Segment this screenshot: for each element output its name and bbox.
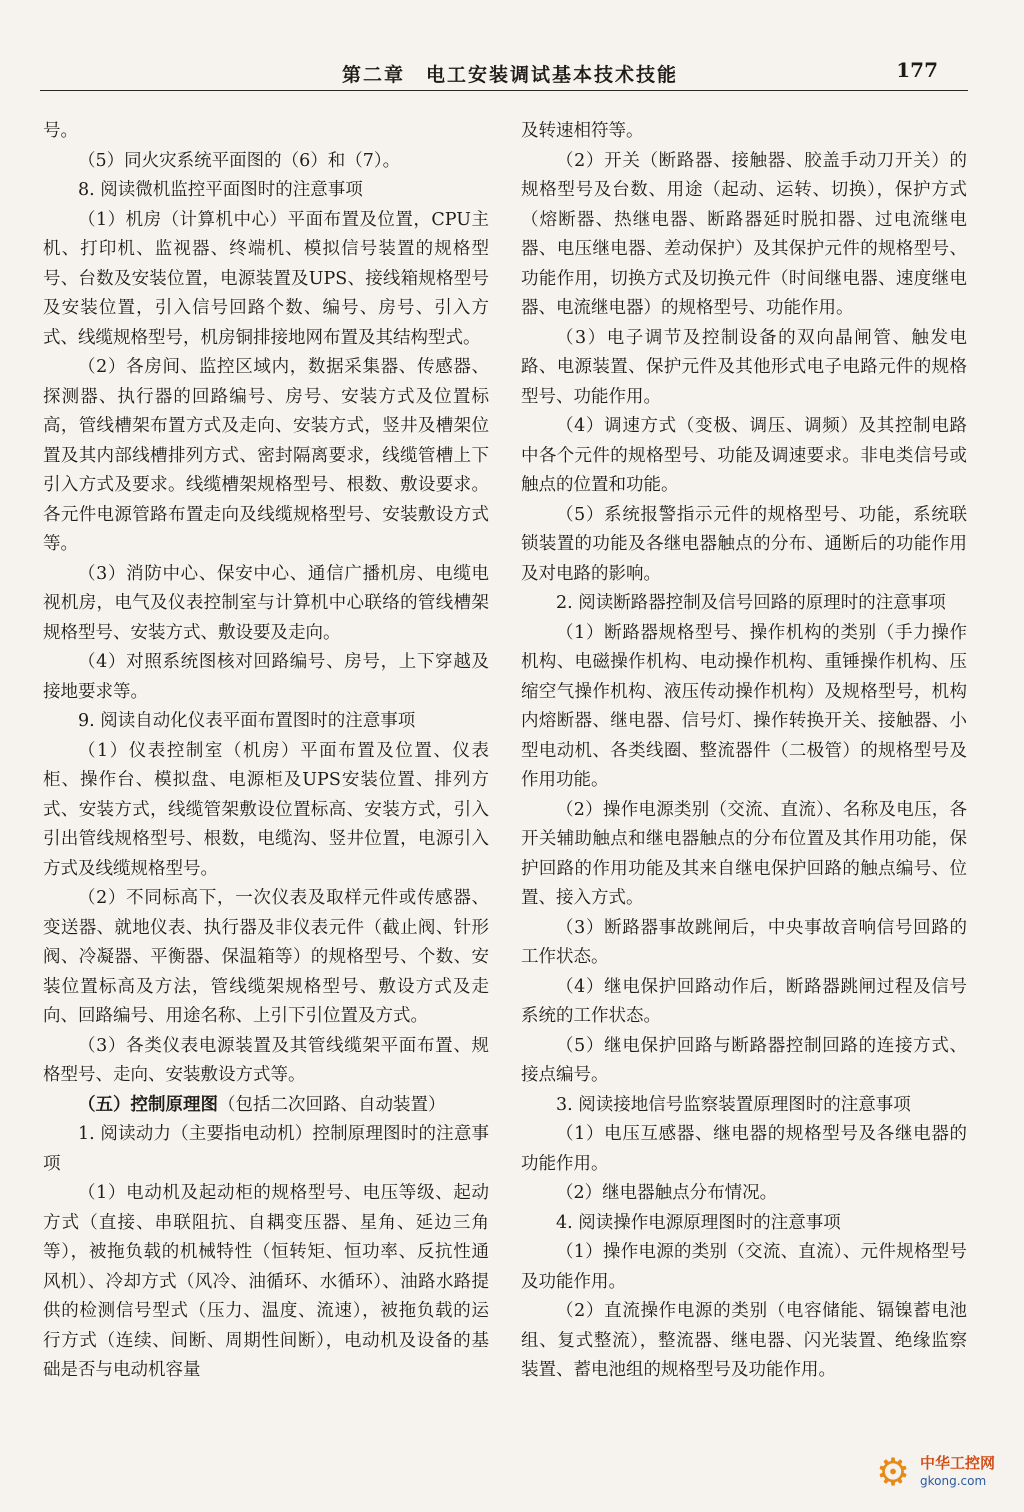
paragraph [521,117,967,147]
paragraph-text: 2. 阅读断路器控制及信号回路的原理时的注意事项 [556,593,946,613]
watermark-url: gkong.com [920,1474,987,1488]
paragraph [521,619,967,796]
paragraph-text: （包括二次回路、自动装置） [218,1094,446,1115]
paragraph-text: （4）继电保护回路动作后，断路器跳闸过程及信号系统的工作状态。 [521,976,967,1026]
paragraph-text: （2）不同标高下，一次仪表及取样元件或传感器、变送器、就地仪表、执行器及非仪表元件（截止阀、针形阀、冷凝器、平衡器、保温箱等）的规格型号、个数、安装位置标高及方法，管线缆架规格型号、敷设方式及走向、回路编号、用途名称、上引下引位置及方式。 [43,888,489,1026]
paragraph-text: （5）继电保护回路与断路器控制回路的连接方式、接点编号。 [521,1035,967,1085]
paragraph-text: （1）机房（计算机中心）平面布置及位置，CPU主机、打印机、监视器、终端机、模拟信号装置的规格型号、台数及安装位置，电源装置及UPS、接线箱规格型号及安装位置，引入信号回路个数、编号、房号、引入方式、线缆规格型号，机房铜排接地网布置及其结构型式。 [43,209,489,348]
paragraph-text: （4）调速方式（变极、调压、调频）及其控制电路中各个元件的规格型号、功能及调速要求。非电类信号或触点的位置和功能。 [521,416,967,495]
page-header [40,52,968,91]
paragraph [43,1032,489,1091]
paragraph [521,589,967,619]
chapter-title: 第二章 电工安装调试基本技术技能 [341,64,678,86]
paragraph [521,1297,967,1386]
paragraph [521,1179,967,1209]
paragraph-text: （5）系统报警指示元件的规格型号、功能，系统联锁装置的功能及各继电器触点的分布、通断后的功能作用及对电路的影响。 [521,504,967,584]
paragraph [521,147,967,324]
paragraph [43,1179,489,1386]
right-column [521,117,967,1386]
section-heading: （五）控制原理图 [78,1094,218,1115]
paragraph [43,737,489,885]
paragraph-text: （5）同火灾系统平面图的（6）和（7）。 [78,150,401,171]
gear-icon: ⚙ [876,1450,911,1494]
paragraph-text: （3）断路器事故跳闸后，中央事故音响信号回路的工作状态。 [521,917,967,967]
paragraph-text: （2）直流操作电源的类别（电容储能、镉镍蓄电池组、复式整流），整流器、继电器、闪光装置、绝缘监察装置、蓄电池组的规格型号及功能作用。 [521,1301,967,1380]
paragraph-text: 及转速相符等。 [521,121,644,141]
paragraph [43,1091,489,1121]
paragraph [521,412,967,501]
paragraph-text: 8. 阅读微机监控平面图时的注意事项 [78,180,363,200]
paragraph-text: （1）电压互感器、继电器的规格型号及各继电器的功能作用。 [521,1124,967,1174]
paragraph-text: （2）各房间、监控区域内，数据采集器、传感器、探测器、执行器的回路编号、房号、安装方式及位置标高，管线槽架布置方式及走向、安装方式，竖井及槽架位置及其内部线槽排列方式、密封隔离要求，线缆管槽上下引入方式及要求。线缆槽架规格型号、根数、敷设要求。各元件电源管路布置走向及线缆规格型号、安装敷设方式等。 [43,357,489,554]
paragraph [43,648,489,707]
paragraph-text: （1）电动机及起动柜的规格型号、电压等级、起动方式（直接、串联阻抗、自耦变压器、星角、延边三角等），被拖负载的机械特性（恒转矩、恒功率、反抗性通风机）、冷却方式（风冷、油循环、水循环）、油路水路提供的检测信号型式（压力、温度、流速），被拖负载的运行方式（连续、间断、周期性间断），电动机及设备的基础是否与电动机容量 [43,1183,489,1380]
paragraph-text: 3. 阅读接地信号监察装置原理图时的注意事项 [556,1094,911,1115]
paragraph [521,1209,967,1239]
paragraph [43,1120,489,1179]
paragraph-text: （1）断路器规格型号、操作机构的类别（手力操作机构、电磁操作机构、电动操作机构、重锤操作机构、压缩空气操作机构、液压传动操作机构）及规格型号，机构内熔断器、继电器、信号灯、操作转换开关、接触器、小型电动机、各类线圈、整流器件（二极管）的规格型号及作用功能。 [521,622,967,790]
paragraph-text: （3）消防中心、保安中心、通信广播机房、电缆电视机房，电气及仪表控制室与计算机中心联络的管线槽架规格型号、安装方式、敷设要及走向。 [43,563,489,643]
paragraph [521,1120,967,1179]
paragraph-text: （4）对照系统图核对回路编号、房号，上下穿越及接地要求等。 [43,652,489,702]
paragraph [43,560,489,649]
paragraph-text: （2）操作电源类别（交流、直流）、名称及电压，各开关辅助触点和继电器触点的分布位置及其作用功能，保护回路的作用功能及其来自继电保护回路的触点编号、位置、接入方式。 [521,799,967,908]
paragraph [521,501,967,590]
paragraph [521,796,967,914]
left-column [43,117,489,1386]
paragraph [43,884,489,1032]
paragraph [43,176,489,206]
paragraph-text: （1）仪表控制室（机房）平面布置及位置、仪表柜、操作台、模拟盘、电源柜及UPS安装位置、排列方式、安装方式，线缆管架敷设位置标高、安装方式，引入引出管线规格型号、根数，电缆沟、竖井位置，电源引入方式及线缆规格型号。 [43,740,489,879]
paragraph [43,206,489,354]
page-number: 177 [896,58,938,82]
watermark-name: 中华工控网 [920,1454,996,1472]
paragraph [43,353,489,560]
paragraph [521,324,967,413]
paragraph-text: （2）继电器触点分布情况。 [556,1183,778,1203]
paragraph-text: （3）各类仪表电源装置及其管线缆架平面布置、规格型号、走向、安装敷设方式等。 [43,1035,489,1085]
paragraph-text: 9. 阅读自动化仪表平面布置图时的注意事项 [78,711,416,731]
paragraph [521,1238,967,1297]
paragraph [43,117,489,147]
paragraph-text: 1. 阅读动力（主要指电动机）控制原理图时的注意事项 [43,1124,489,1174]
paragraph-text: （2）开关（断路器、接触器、胶盖手动刀开关）的规格型号及台数、用途（起动、运转、切换），保护方式（熔断器、热继电器、断路器延时脱扣器、过电流继电器、电压继电器、差动保护）及其保护元件的规格型号、功能作用，切换方式及切换元件（时间继电器、速度继电器、电流继电器）的规格型号、功能作用。 [521,150,967,318]
paragraph-text: （3）电子调节及控制设备的双向晶闸管、触发电路、电源装置、保护元件及其他形式电子电路元件的规格型号、功能作用。 [521,327,967,407]
paragraph-text: 4. 阅读操作电源原理图时的注意事项 [556,1212,841,1233]
paragraph [521,973,967,1032]
paragraph [521,914,967,973]
paragraph [521,1032,967,1091]
paragraph-text: （1）操作电源的类别（交流、直流）、元件规格型号及功能作用。 [521,1242,967,1292]
paragraph [43,707,489,737]
site-watermark [876,1448,1010,1500]
paragraph [521,1091,967,1121]
paragraph [43,147,489,177]
paragraph-text: 号。 [43,121,78,141]
